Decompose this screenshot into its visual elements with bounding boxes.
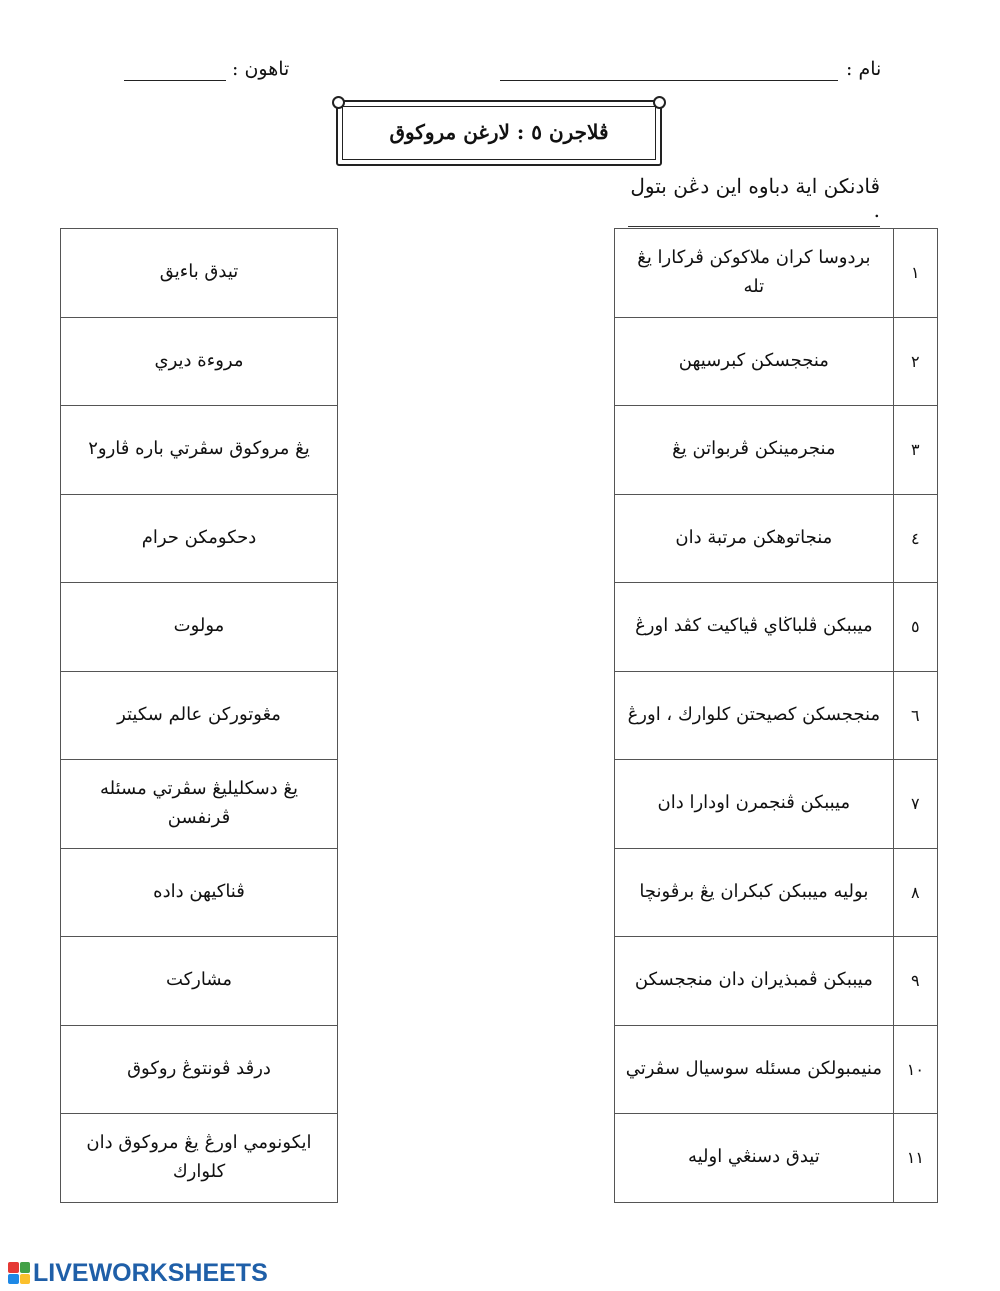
logo-square [8, 1274, 19, 1285]
table-row [615, 406, 938, 495]
table-row [615, 760, 938, 849]
table-row [61, 494, 338, 583]
table-row [615, 1114, 938, 1203]
row-number: ٧ [893, 760, 937, 849]
row-number: ٣ [893, 406, 937, 495]
table-row [615, 671, 938, 760]
name-label: نام : [846, 58, 882, 80]
table-row [61, 848, 338, 937]
liveworksheets-brand [8, 1258, 268, 1288]
table-row [61, 229, 338, 318]
year-line [124, 80, 226, 81]
left-cell[interactable]: مڠوتوركن عالم سكيتر [61, 671, 338, 760]
right-cell[interactable]: ميببكن ڤلباڬاي ڤياكيت كڤد اورڠ [615, 583, 894, 672]
table-row [61, 583, 338, 672]
table-row [615, 1025, 938, 1114]
year-label: تاهون : [232, 58, 290, 80]
table-row [61, 671, 338, 760]
left-cell[interactable]: ڤناكيهن داده [61, 848, 338, 937]
table-row [615, 848, 938, 937]
row-number: ١٠ [893, 1025, 937, 1114]
table-row [615, 317, 938, 406]
table-row [61, 937, 338, 1026]
table-row [615, 229, 938, 318]
logo-square [20, 1274, 31, 1285]
instruction: ڤادنكن اية دباوه اين دڠن بتول . [628, 174, 880, 227]
liveworksheets-logo-icon [8, 1262, 30, 1284]
table-row [61, 406, 338, 495]
right-cell[interactable]: منجاتوهكن مرتبة دان [615, 494, 894, 583]
right-cell[interactable]: بوليه ميببكن كبكران يڠ برڤونچا [615, 848, 894, 937]
right-cell[interactable]: بردوسا كران ملاكوكن ڤركارا يڠ تله [615, 229, 894, 318]
table-row [61, 1114, 338, 1203]
left-cell[interactable]: دحكومكن حرام [61, 494, 338, 583]
row-number: ١ [893, 229, 937, 318]
row-number: ١١ [893, 1114, 937, 1203]
left-cell[interactable]: يڠ دسكليليڠ سڤرتي مسئله ڤرنفسن [61, 760, 338, 849]
title-scroll [336, 100, 662, 166]
right-cell[interactable]: تيدق دسنڠي اوليه [615, 1114, 894, 1203]
scroll-curl-left [332, 96, 345, 109]
left-cell[interactable]: مروءة ديري [61, 317, 338, 406]
row-number: ٥ [893, 583, 937, 672]
right-cell[interactable]: منيمبولكن مسئله سوسيال سڤرتي [615, 1025, 894, 1114]
scroll-curl-right [653, 96, 666, 109]
table-row [615, 494, 938, 583]
right-cell[interactable]: ميببكن ڤنجمرن اودارا دان [615, 760, 894, 849]
table-row [61, 760, 338, 849]
row-number: ٤ [893, 494, 937, 583]
row-number: ٦ [893, 671, 937, 760]
left-cell[interactable]: مشاركت [61, 937, 338, 1026]
table-row [61, 317, 338, 406]
table-row [615, 583, 938, 672]
page-title: ڤلاجرن ٥ : لارغن مروكوق [389, 120, 609, 144]
left-cell[interactable]: درڤد ڤونتوڠ روكوق [61, 1025, 338, 1114]
left-cell[interactable]: يڠ مروكوق سڤرتي باره ڤارو٢ [61, 406, 338, 495]
row-number: ٩ [893, 937, 937, 1026]
left-cell[interactable]: تيدق باءيق [61, 229, 338, 318]
left-cell[interactable]: مولوت [61, 583, 338, 672]
logo-square [20, 1262, 31, 1273]
logo-square [8, 1262, 19, 1273]
left-answer-table [60, 228, 338, 1203]
name-line [500, 80, 838, 81]
row-number: ٢ [893, 317, 937, 406]
row-number: ٨ [893, 848, 937, 937]
right-cell[interactable]: منجرمينكن ڤربواتن يڠ [615, 406, 894, 495]
right-cell[interactable]: منججسكن كبرسيهن [615, 317, 894, 406]
brand-text: LIVEWORKSHEETS [33, 1258, 268, 1287]
left-cell[interactable]: ايكونومي اورڠ يڠ مروكوق دان كلوارك [61, 1114, 338, 1203]
right-cell[interactable]: ميببكن ڤمبذيران دان منججسكن [615, 937, 894, 1026]
right-cell[interactable]: منججسكن كصيحتن كلوارك ، اورڠ [615, 671, 894, 760]
right-question-table [614, 228, 938, 1203]
table-row [61, 1025, 338, 1114]
table-row [615, 937, 938, 1026]
